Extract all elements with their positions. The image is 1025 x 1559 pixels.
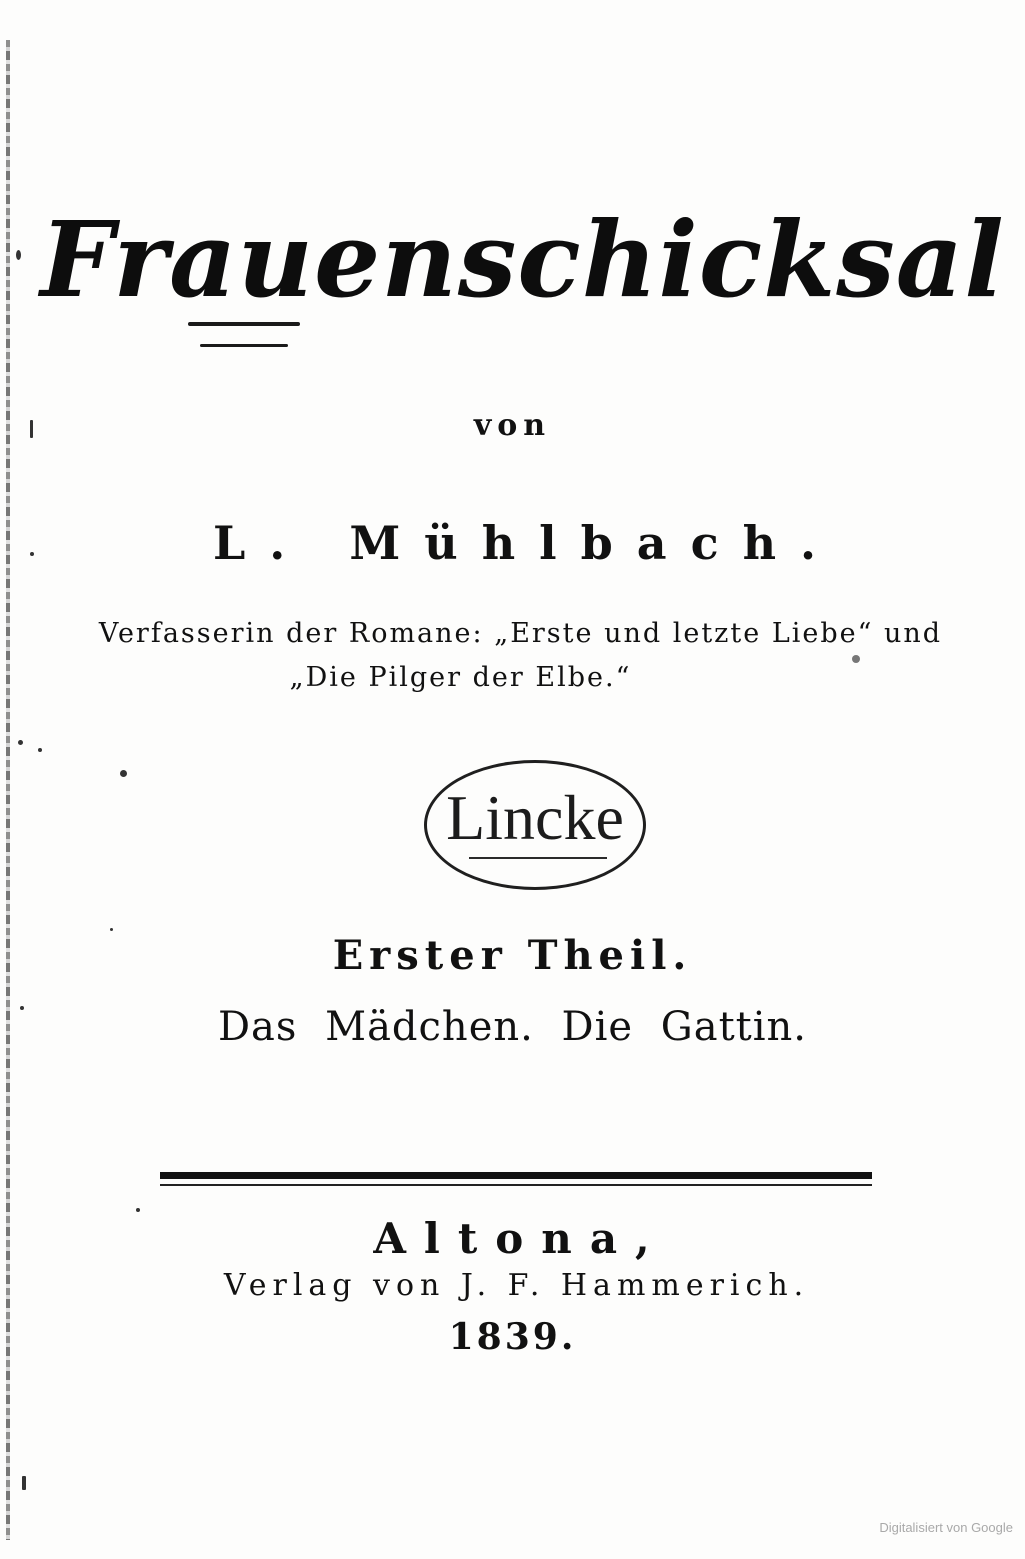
- publisher: Verlag von J. F. Hammerich.: [223, 1268, 810, 1303]
- library-stamp: [424, 760, 646, 890]
- parts-subtitle: Das Mädchen. Die Gattin.: [217, 1004, 808, 1050]
- divider-rule-thin: [160, 1184, 872, 1186]
- previous-works-line-1: Verfasserin der Romane: „Erste und letzte Liebe“ und: [98, 618, 943, 649]
- stamp-text: Lincke: [446, 782, 624, 853]
- stamp-rule: [469, 857, 607, 859]
- speck: [18, 740, 23, 745]
- speck: [120, 770, 127, 777]
- previous-works: [8, 612, 1025, 700]
- volume-label: Erster Theil.: [332, 932, 693, 979]
- title-underline: [200, 344, 288, 347]
- previous-works-line-2: „Die Pilger der Elbe.“: [289, 662, 632, 693]
- author-name: L. Mühlbach.: [212, 516, 841, 570]
- speck: [136, 1208, 140, 1212]
- speck: [22, 1476, 26, 1490]
- divider-rule-thick: [160, 1172, 872, 1179]
- publication-year: 1839.: [448, 1316, 577, 1358]
- book-title: Frauenschicksal: [40, 198, 1005, 321]
- title-underline: [188, 322, 300, 326]
- digitization-watermark: Digitalisiert von Google: [879, 1520, 1013, 1535]
- by-label: von: [473, 408, 552, 443]
- speck: [38, 748, 42, 752]
- publication-city: Altona,: [373, 1214, 668, 1263]
- speck: [110, 928, 113, 931]
